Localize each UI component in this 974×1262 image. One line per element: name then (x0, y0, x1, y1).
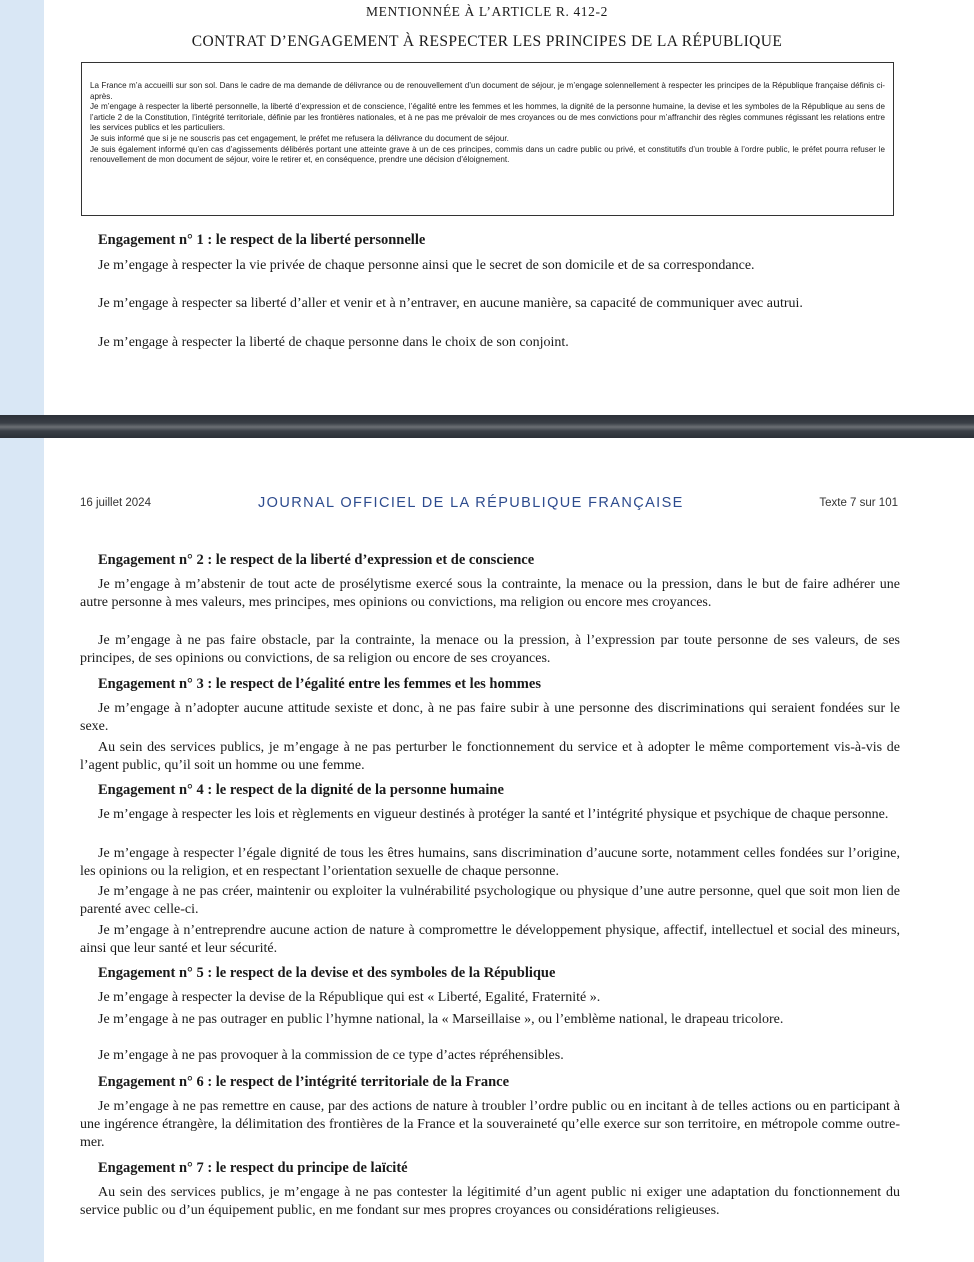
engagement-paragraph: Je m’engage à respecter les lois et règlements en vigueur destinés à protéger la santé et l’intégrité physique et psychique de chaque personne. (98, 807, 889, 822)
engagement-4-title: Engagement n° 4 : le respect de la dignité de la personne humaine (98, 782, 504, 798)
engagement-paragraph: Je m’engage à n’entreprendre aucune action de nature à compromettre le développement physique, affectif, intellectuel et social des mineurs, ainsi que leur santé et leur sécurité. (80, 923, 900, 956)
engagement-paragraph: Je m’engage à ne pas provoquer à la commission de ce type d’actes répréhensibles. (98, 1048, 564, 1063)
journal-header (0, 495, 974, 515)
notice-paragraph: Je suis également informé qu’en cas d’agissements délibérés portant une atteinte grave à un de ces principes, commis dans un cadre public ou privé, et constitutifs d’un trouble à l’ordre public, le préfet pourra refuser le renouvellement de mon document de séjour, voire le retirer et, en conséquence, prendre une décision d’éloignement. (90, 144, 885, 165)
article-reference: MENTIONNÉE À L’ARTICLE R. 412-2 (366, 4, 608, 19)
left-margin-strip (0, 438, 44, 1262)
engagement-5-title: Engagement n° 5 : le respect de la devise et des symboles de la République (98, 965, 556, 981)
engagement-paragraph: Je m’engage à respecter la vie privée de chaque personne ainsi que le secret de son domicile et de sa correspondance. (98, 258, 755, 273)
engagement-paragraph: Je m’engage à ne pas remettre en cause, par des actions de nature à troubler l’ordre public ou en incitant à de telles actions ou en participant à une ingérence étrangère, la délimitation des frontières de la France et la souveraineté qu’elle exerce sur son territoire, en métropole comme outre-mer. (80, 1099, 900, 1150)
notice-paragraph: Je m’engage à respecter la liberté personnelle, la liberté d’expression et de conscience, l’égalité entre les femmes et les hommes, la dignité de la personne humaine, la devise et les symboles de la République au sens de l’article 2 de la Constitution, l’intégrité territoriale, définie par les frontières nationales, et à ne pas me prévaloir de mes croyances ou de mes convictions pour m’affranchir des règles communes régissant les relations entre les services publics et les particuliers. (90, 102, 885, 133)
engagement-paragraph: Je m’engage à ne pas faire obstacle, par la contrainte, la menace ou la pression, à l’expression par toute personne de ses valeurs, de ses principes, de ses opinions ou convictions, de sa religion ou encore de ses croyances. (80, 633, 900, 666)
engagement-6-title: Engagement n° 6 : le respect de l’intégrité territoriale de la France (98, 1074, 509, 1090)
page-separator (0, 415, 974, 438)
engagement-paragraph: Je m’engage à n’adopter aucune attitude sexiste et donc, à ne pas faire subir à une personne des discriminations qui seraient fondées sur le sexe. (80, 701, 900, 734)
engagement-3-title: Engagement n° 3 : le respect de l’égalité entre les femmes et les hommes (98, 676, 541, 692)
engagement-paragraph: Je m’engage à respecter la liberté de chaque personne dans le choix de son conjoint. (98, 335, 569, 350)
contract-title: CONTRAT D’ENGAGEMENT À RESPECTER LES PRINCIPES DE LA RÉPUBLIQUE (191, 33, 783, 50)
engagement-paragraph: Je m’engage à ne pas outrager en public l’hymne national, la « Marseillaise », ou l’emblème national, le drapeau tricolore. (98, 1012, 784, 1027)
text-number: Texte 7 sur 101 (819, 497, 898, 509)
left-margin-strip (0, 0, 44, 415)
engagement-paragraph: Je m’engage à respecter la devise de la République qui est « Liberté, Egalité, Fraternité ». (98, 990, 601, 1005)
engagement-paragraph: Je m’engage à ne pas créer, maintenir ou exploiter la vulnérabilité psychologique ou physique d’une autre personne, quel que soit mon lien de parenté avec celle-ci. (80, 884, 900, 917)
engagement-paragraph: Au sein des services publics, je m’engage à ne pas perturber le fonctionnement du service et à adopter le même comportement vis-à-vis de l’agent public, qu’il soit un homme ou une femme. (80, 740, 900, 773)
journal-title: JOURNAL OFFICIEL DE LA RÉPUBLIQUE FRANÇAISE (258, 495, 684, 511)
notice-box (81, 62, 894, 216)
publication-date: 16 juillet 2024 (80, 497, 151, 509)
engagement-paragraph: Je m’engage à respecter sa liberté d’aller et venir et à n’entraver, en aucune manière, sa capacité de communiquer avec autrui. (98, 296, 803, 311)
engagement-2-title: Engagement n° 2 : le respect de la liberté d’expression et de conscience (98, 552, 535, 568)
engagement-1-title: Engagement n° 1 : le respect de la liberté personnelle (98, 232, 426, 248)
engagement-7-title: Engagement n° 7 : le respect du principe de laïcité (98, 1160, 408, 1176)
notice-paragraph: La France m’a accueilli sur son sol. Dans le cadre de ma demande de délivrance ou de renouvellement d’un document de séjour, je m’engage solennellement à respecter les principes de la République française définis ci-après. (90, 81, 885, 101)
engagement-paragraph: Au sein des services publics, je m’engage à ne pas contester la légitimité d’un agent public ni exiger une adaptation du fonctionnement du service public ou d’un équipement public, en me fondant sur mes propres croyances ou considérations religieuses. (80, 1185, 900, 1218)
engagement-paragraph: Je m’engage à respecter l’égale dignité de tous les êtres humains, sans discrimination d’aucune sorte, notamment celles fondées sur l’origine, les opinions ou la religion, et en respectant l’orientation sexuelle de chaque personne. (80, 846, 900, 879)
engagement-paragraph: Je m’engage à m’abstenir de tout acte de prosélytisme exercé sous la contrainte, la menace ou la pression, dans le but de faire adhérer une autre personne à mes valeurs, mes principes, mes opinions ou convictions, ma religion ou encore mes croyances. (80, 577, 900, 610)
notice-paragraph: Je suis informé que si je ne souscris pas cet engagement, le préfet me refusera la délivrance du document de séjour. (90, 133, 509, 143)
